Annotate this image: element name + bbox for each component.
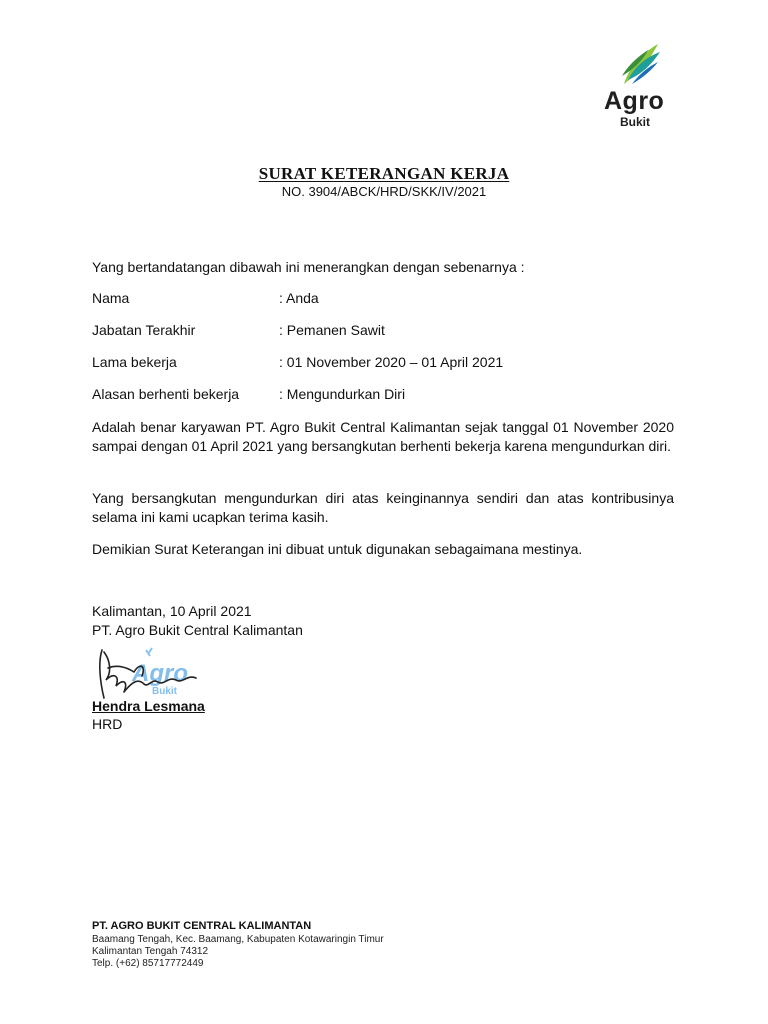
paragraph-closing: Demikian Surat Keterangan ini dibuat untuk digunakan sebagaimana mestinya. xyxy=(92,541,583,557)
detail-label-duration: Lama bekerja xyxy=(92,354,177,370)
detail-label-position: Jabatan Terakhir xyxy=(92,322,196,338)
detail-value-position: : Pemanen Sawit xyxy=(279,322,385,338)
logo-name: Agro xyxy=(604,87,665,115)
detail-value-duration: : 01 November 2020 – 01 April 2021 xyxy=(279,354,504,370)
footer-address-1: Baamang Tengah, Kec. Baamang, Kabupaten Kotawaringin Timur xyxy=(92,934,384,945)
document-number: NO. 3904/ABCK/HRD/SKK/IV/2021 xyxy=(281,184,487,199)
paragraph-thanks: Yang bersangkutan mengundurkan diri atas keinginannya sendiri dan atas kontribusinya selama ini kami ucapkan terima kasih. xyxy=(92,490,674,525)
footer-phone: Telp. (+62) 85717772449 xyxy=(92,958,204,969)
leaf-icon xyxy=(618,40,662,88)
place-date: Kalimantan, 10 April 2021 xyxy=(92,603,252,619)
detail-value-name: : Anda xyxy=(279,290,319,306)
document-title: SURAT KETERANGAN KERJA xyxy=(258,164,510,183)
closing-company: PT. Agro Bukit Central Kalimantan xyxy=(92,622,303,638)
footer-address-2: Kalimantan Tengah 74312 xyxy=(92,946,209,957)
signature xyxy=(94,642,244,702)
logo-sub: Bukit xyxy=(620,115,650,129)
company-logo xyxy=(596,40,676,132)
stamp-logo-text: Agro xyxy=(132,660,188,687)
signer-role: HRD xyxy=(92,716,123,732)
detail-value-reason: : Mengundurkan Diri xyxy=(279,386,406,402)
detail-label-reason: Alasan berhenti bekerja xyxy=(92,386,240,402)
signature-scribble-icon xyxy=(94,642,244,702)
signer-name: Hendra Lesmana xyxy=(92,698,205,714)
paragraph-employment: Adalah benar karyawan PT. Agro Bukit Central Kalimantan sejak tanggal 01 November 2020 sampai dengan 01 April 2021 yang bersangkutan berhenti bekerja karena mengundurkan diri. xyxy=(92,419,674,454)
intro-text: Yang bertandatangan dibawah ini menerangkan dengan sebenarnya : xyxy=(92,259,525,275)
stamp-logo-sub: Bukit xyxy=(152,686,177,697)
footer-company: PT. AGRO BUKIT CENTRAL KALIMANTAN xyxy=(92,920,312,932)
detail-label-name: Nama xyxy=(92,290,130,306)
